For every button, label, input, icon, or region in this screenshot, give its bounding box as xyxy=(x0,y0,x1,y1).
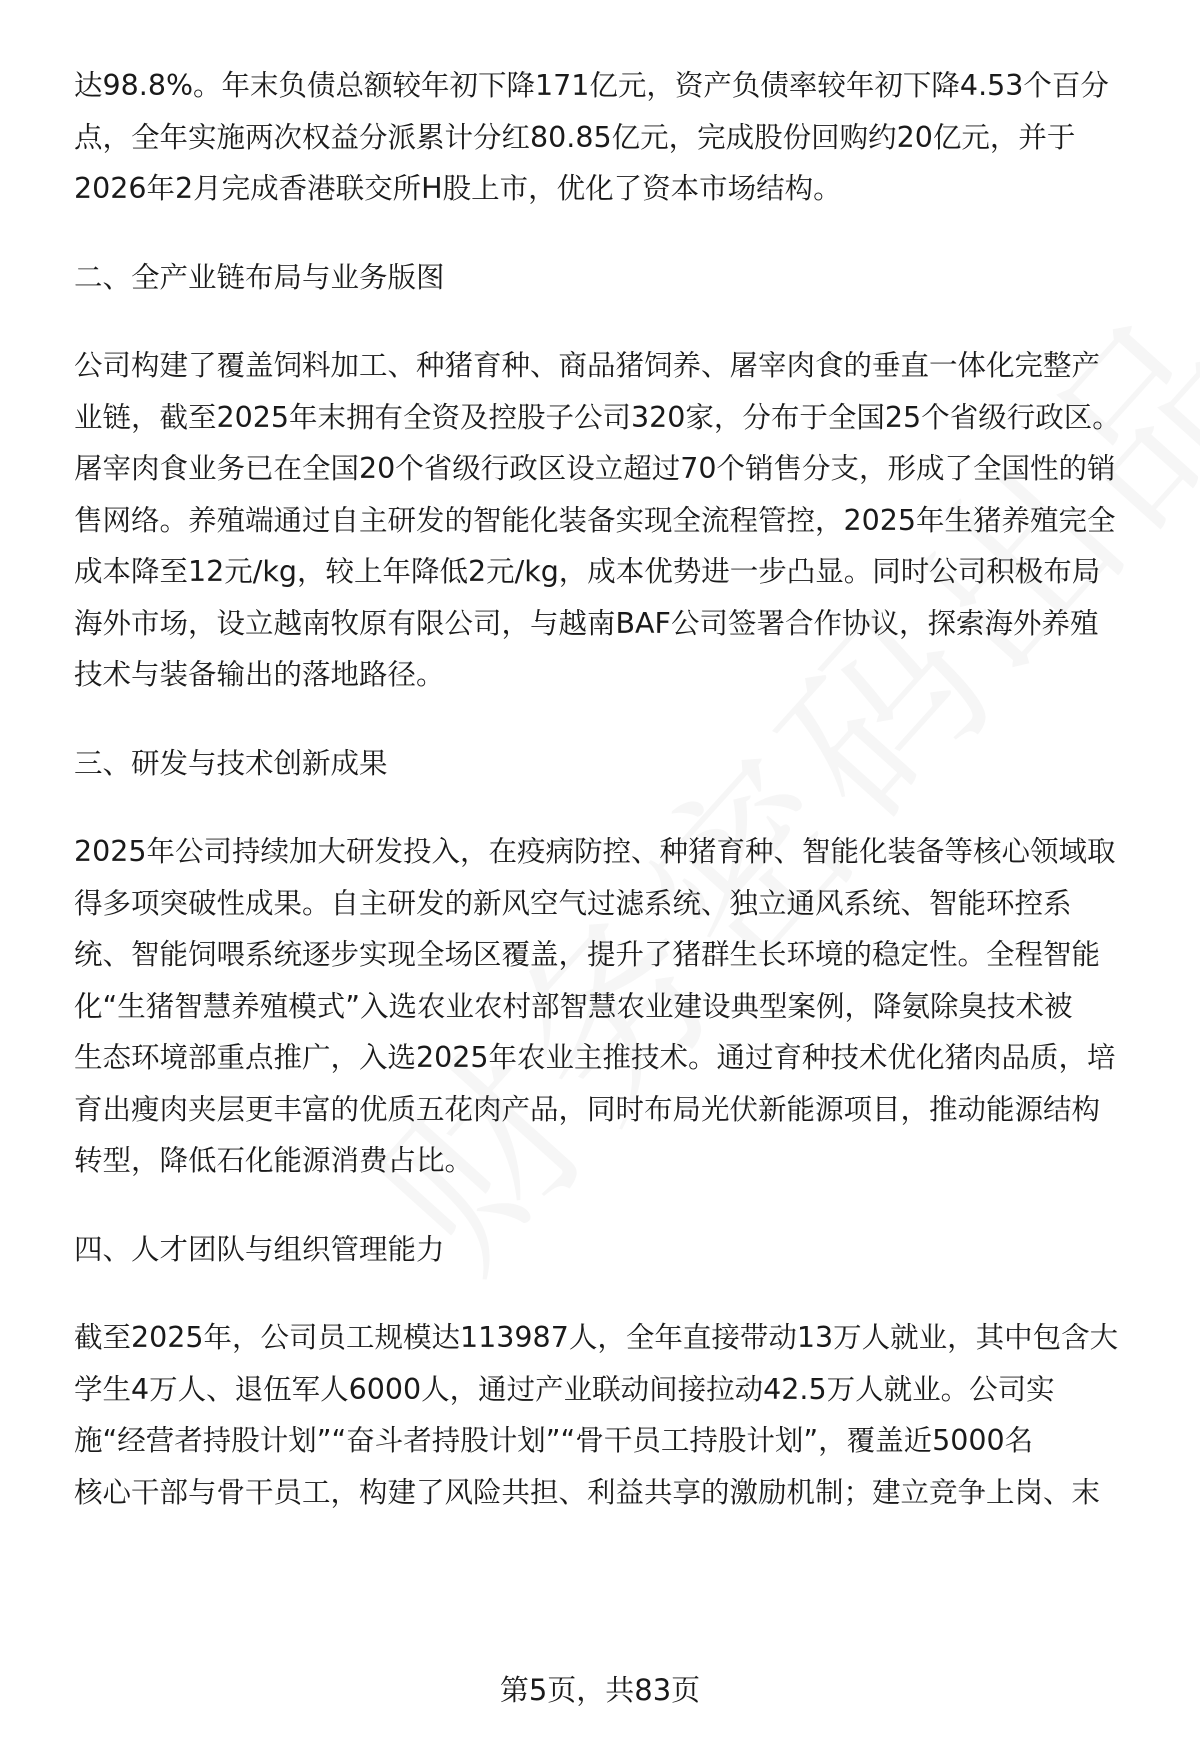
section-paragraph-talent xyxy=(74,1312,1164,1518)
section-paragraph-rnd xyxy=(74,826,1164,1187)
text-line: 公司构建了覆盖饲料加工、种猪育种、商品猪饲养、屠宰肉食的垂直一体化完整产 xyxy=(74,349,1101,382)
page-number: 第5页，共83页 xyxy=(499,1673,701,1707)
text-line: 生态环境部重点推广，入选2025年农业主推技术。通过育种技术优化猪肉品质，培 xyxy=(74,1041,1116,1074)
text-line: 达98.8%。年末负债总额较年初下降171亿元，资产负债率较年初下降4.53个百分 xyxy=(74,69,1109,102)
section-paragraph-industry-chain xyxy=(74,340,1164,701)
text-line: 得多项突破性成果。自主研发的新风空气过滤系统、独立通风系统、智能环控系 xyxy=(74,886,1072,920)
text-line: 海外市场，设立越南牧原有限公司，与越南BAF公司签署合作协议，探索海外养殖 xyxy=(74,606,1099,640)
text-line: 售网络。养殖端通过自主研发的智能化装备实现全流程管控，2025年生猪养殖完全 xyxy=(74,503,1116,537)
text-line: 成本降至12元/kg，较上年降低2元/kg，成本优势进一步凸显。同时公司积极布局 xyxy=(74,555,1101,588)
text-line: 业链，截至2025年末拥有全资及控股子公司320家，分布于全国25个省级行政区。 xyxy=(74,400,1121,434)
text-line: 转型，降低石化能源消费占比。 xyxy=(74,1144,474,1177)
text-line: 育出瘦肉夹层更丰富的优质五花肉产品，同时布局光伏新能源项目，推动能源结构 xyxy=(74,1092,1101,1126)
section-heading-rnd: 三、研发与技术创新成果 xyxy=(74,746,388,780)
text-line: 技术与装备输出的落地路径。 xyxy=(74,658,445,691)
text-line: 点，全年实施两次权益分派累计分红80.85亿元，完成股份回购约20亿元，并于 xyxy=(74,120,1076,154)
text-line: 屠宰肉食业务已在全国20个省级行政区设立超过70个销售分支，形成了全国性的销 xyxy=(74,452,1116,485)
text-line: 2026年2月完成香港联交所H股上市，优化了资本市场结构。 xyxy=(74,172,842,205)
text-line: 核心干部与骨干员工，构建了风险共担、利益共享的激励机制；建立竞争上岗、末 xyxy=(74,1475,1101,1509)
text-line: 统、智能饲喂系统逐步实现全场区覆盖，提升了猪群生长环境的稳定性。全程智能 xyxy=(74,938,1101,971)
text-line: 施“经营者持股计划”“奋斗者持股计划”“骨干员工持股计划”，覆盖近5000名 xyxy=(74,1424,1034,1457)
text-line: 学生4万人、退伍军人6000人，通过产业联动间接拉动42.5万人就业。公司实 xyxy=(74,1372,1055,1406)
section-heading-talent: 四、人才团队与组织管理能力 xyxy=(74,1232,445,1266)
intro-paragraph xyxy=(74,60,1164,215)
text-line: 化“生猪智慧养殖模式”入选农业农村部智慧农业建设典型案例，降氨除臭技术被 xyxy=(74,989,1073,1023)
text-line: 截至2025年，公司员工规模达113987人，全年直接带动13万人就业，其中包含大 xyxy=(74,1321,1119,1354)
section-heading-industry-chain: 二、全产业链布局与业务版图 xyxy=(74,260,445,294)
text-line: 2025年公司持续加大研发投入，在疫病防控、种猪育种、智能化装备等核心领域取 xyxy=(74,835,1116,868)
document-page xyxy=(74,60,1164,1518)
